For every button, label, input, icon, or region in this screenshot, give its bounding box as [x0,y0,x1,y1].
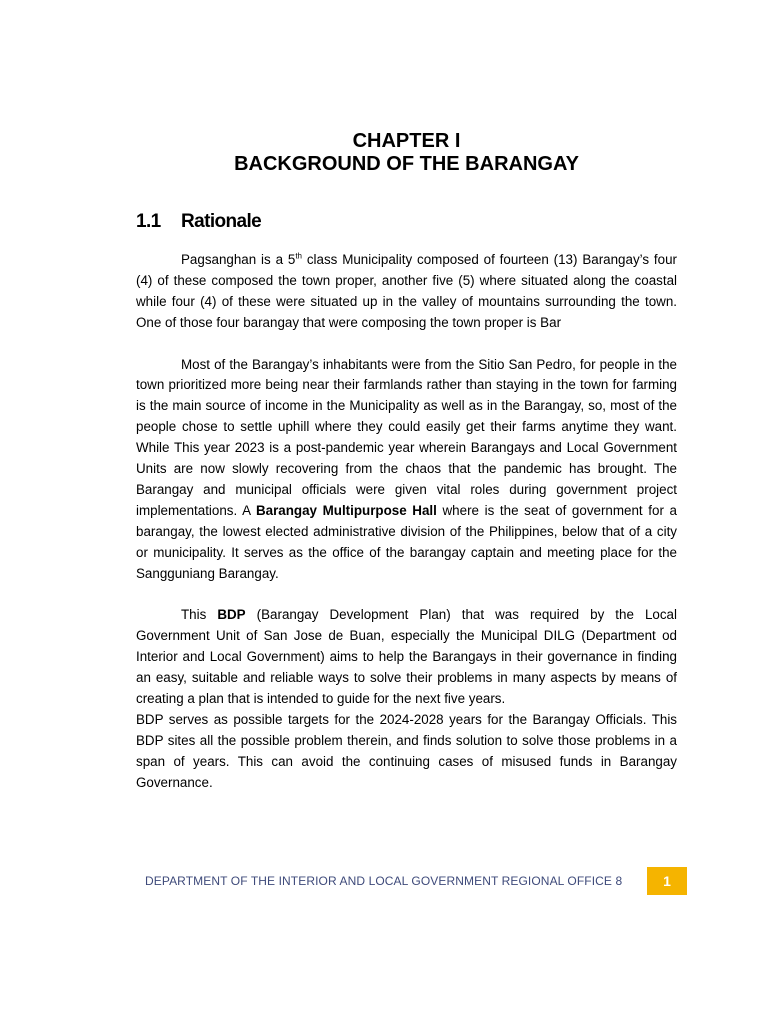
paragraph-1-text-a: Pagsanghan is a 5 [181,252,296,267]
paragraph-2-text-a: Most of the Barangay’s inhabitants were from the Sitio San Pedro, for people in the town prioritized more being near their farmlands rather than staying in the town for farming is the main source of income in the Municipality as well as in the Barangay, so, most of the people chose to settle uphill where they could easily get their farms anytime they want. While This year 2023 is a post-pandemic year wherein Barangays and Local Government Units are now slowly recovering from the chaos that the pandemic has brought. The Barangay and municipal officials were given vital roles during government project implementations. A [136,356,677,518]
paragraph-2-text-b: where is the seat of government for a barangay, the lowest elected administrative division of the Philippines, below that of a city or municipality. It serves as the office of the barangay captain and meeting place for the Sangguniang Barangay. [136,502,677,581]
paragraph-4: BDP serves as possible targets for the 2024-2028 years for the Barangay Officials. This BDP sites all the possible problem therein, and finds solution to solve those problems in a span of years. This can avoid the continuing cases of misused funds in Barangay Governance. [136,711,677,790]
chapter-title: BACKGROUND OF THE BARANGAY [234,153,579,175]
paragraph-3-bold-term: BDP [217,607,246,623]
chapter-label: CHAPTER I [352,130,461,152]
body-text [136,250,677,794]
paragraph-3-text-b: (Barangay Development Plan) that was required by the Local Government Unit of San Jose de Buan, especially the Municipal DILG (Department od Interior and Local Government) aims to help the Barangays in their governance in finding an easy, suitable and reliable ways to solve their problems in many aspects by means of creating a plan that is intended to guide for the next five years. [136,607,677,706]
paragraph-1 [136,250,677,334]
paragraph-1-text-b: class Municipality composed of fourteen (13) Barangay’s four (4) of these composed the town proper, another five (5) where situated along the coastal while four (4) of these were situated up in the valley of mountains surrounding the town. One of those four barangay that were composing the town proper is Bar [136,252,677,330]
section-heading [136,211,261,233]
section-title: Rationale [181,211,262,232]
ordinal-superscript: th [295,251,302,261]
paragraph-3-text-a: This [181,607,218,623]
paragraph-3 [136,605,677,710]
chapter-heading [136,130,677,176]
footer-department: DEPARTMENT OF THE INTERIOR AND LOCAL GOVERNMENT REGIONAL OFFICE 8 [145,874,623,888]
paragraph-2-bold-term: Barangay Multipurpose Hall [255,502,437,518]
paragraph-2 [136,355,677,585]
page-number-badge: 1 [647,867,687,895]
section-number: 1.1 [136,211,161,232]
